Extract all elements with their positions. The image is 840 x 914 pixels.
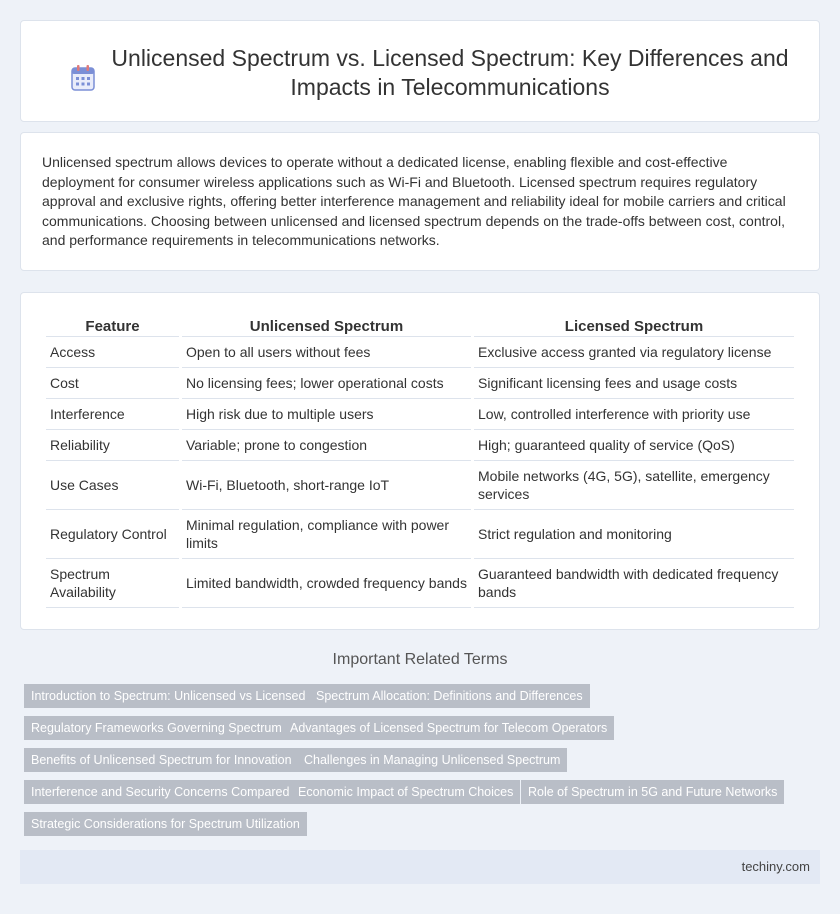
related-tag[interactable]: Strategic Considerations for Spectrum Utilization <box>24 812 307 836</box>
related-tag[interactable]: Challenges in Managing Unlicensed Spectrum <box>297 748 567 772</box>
related-tag[interactable]: Role of Spectrum in 5G and Future Networks <box>521 780 784 804</box>
cell-feature: Reliability <box>46 430 179 461</box>
related-terms-heading: Important Related Terms <box>332 651 508 668</box>
cell-licensed: Exclusive access granted via regulatory license <box>474 337 794 368</box>
cell-unlicensed: Minimal regulation, compliance with power limits <box>182 510 471 559</box>
cell-unlicensed: Wi-Fi, Bluetooth, short-range IoT <box>182 461 471 510</box>
cell-feature: Spectrum Availability <box>46 559 179 608</box>
comparison-table <box>43 317 797 608</box>
cell-licensed: High; guaranteed quality of service (QoS) <box>474 430 794 461</box>
related-tag[interactable]: Benefits of Unlicensed Spectrum for Innovation <box>24 748 299 772</box>
cell-unlicensed: Limited bandwidth, crowded frequency bands <box>182 559 471 608</box>
cell-feature: Use Cases <box>46 461 179 510</box>
cell-licensed: Strict regulation and monitoring <box>474 510 794 559</box>
cell-unlicensed: No licensing fees; lower operational costs <box>182 368 471 399</box>
table-header-row <box>46 317 794 337</box>
title-card <box>20 20 820 122</box>
related-tag[interactable]: Economic Impact of Spectrum Choices <box>291 780 520 804</box>
related-tag[interactable]: Interference and Security Concerns Compared <box>24 780 296 804</box>
related-tag[interactable]: Regulatory Frameworks Governing Spectrum <box>24 716 289 740</box>
intro-paragraph: Unlicensed spectrum allows devices to operate without a dedicated license, enabling flexible and cost-effective deployment for consumer wireless applications such as Wi-Fi and Bluetooth. Licensed spectrum requires regulatory approval and exclusive rights, offering better interference management and reliability ideal for mobile carriers and critical communications. Choosing between unlicensed and licensed spectrum depends on the trade-offs between cost, control, and performance requirements in telecommunications networks. <box>42 154 786 248</box>
footer <box>20 850 820 884</box>
table-row <box>46 337 794 368</box>
table-row <box>46 430 794 461</box>
footer-site-link[interactable]: techiny.com <box>741 859 810 874</box>
cell-unlicensed: Open to all users without fees <box>182 337 471 368</box>
header-licensed: Licensed Spectrum <box>474 317 794 337</box>
table-row <box>46 399 794 430</box>
comparison-card <box>20 292 820 630</box>
cell-unlicensed: Variable; prone to congestion <box>182 430 471 461</box>
cell-licensed: Significant licensing fees and usage costs <box>474 368 794 399</box>
cell-feature: Access <box>46 337 179 368</box>
intro-card <box>20 132 820 271</box>
related-tag[interactable]: Spectrum Allocation: Definitions and Differences <box>309 684 590 708</box>
table-row <box>46 461 794 510</box>
table-row <box>46 510 794 559</box>
page-title: Unlicensed Spectrum vs. Licensed Spectrum: Key Differences and Impacts in Telecommunications <box>111 45 789 100</box>
cell-licensed: Low, controlled interference with priority use <box>474 399 794 430</box>
cell-unlicensed: High risk due to multiple users <box>182 399 471 430</box>
cell-feature: Interference <box>46 399 179 430</box>
header-unlicensed: Unlicensed Spectrum <box>182 317 471 337</box>
cell-licensed: Guaranteed bandwidth with dedicated frequency bands <box>474 559 794 608</box>
table-row <box>46 368 794 399</box>
table-row <box>46 559 794 608</box>
cell-feature: Regulatory Control <box>46 510 179 559</box>
related-tag[interactable]: Advantages of Licensed Spectrum for Telecom Operators <box>283 716 614 740</box>
cell-licensed: Mobile networks (4G, 5G), satellite, emergency services <box>474 461 794 510</box>
cell-feature: Cost <box>46 368 179 399</box>
header-feature: Feature <box>46 317 179 337</box>
related-tag[interactable]: Introduction to Spectrum: Unlicensed vs Licensed <box>24 684 312 708</box>
